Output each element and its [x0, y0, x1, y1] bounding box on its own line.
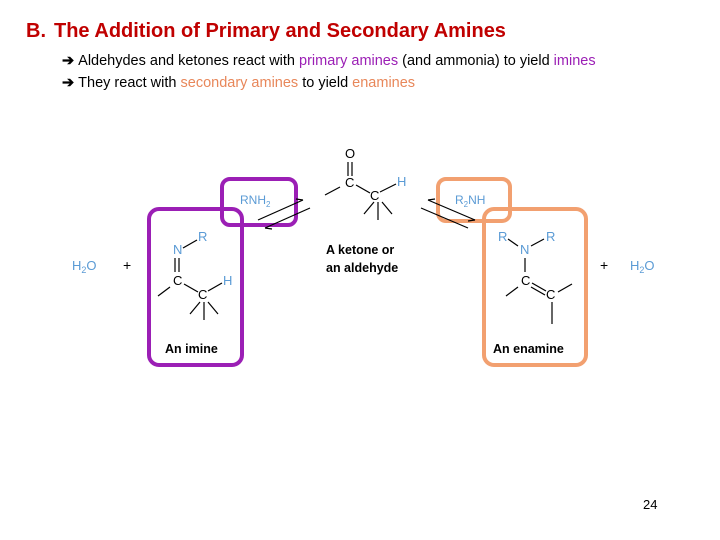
nitrogen-atom: N	[520, 242, 530, 257]
imine-label: An imine	[165, 342, 218, 356]
oxygen-atom: O	[345, 146, 356, 161]
plus-sign: +	[600, 257, 609, 273]
title-text: The Addition of Primary and Secondary Amines	[54, 20, 506, 42]
bullet-text: Aldehydes and ketones react with	[78, 53, 300, 69]
center-label: A ketone or	[326, 243, 395, 257]
arrow-icon: ➔	[62, 53, 75, 69]
center-label: an aldehyde	[326, 261, 399, 275]
imines-highlight: imines	[553, 53, 596, 69]
secondary-amine-reagent: $R_2NH$	[455, 193, 486, 209]
enamine-label: An enamine	[493, 342, 564, 356]
secondary-amines-highlight: secondary amines	[180, 75, 299, 91]
carbon-atom: C	[345, 175, 355, 190]
carbon-atom: C	[370, 188, 380, 203]
carbon-atom: C	[173, 273, 183, 288]
primary-amines-highlight: primary amines	[299, 53, 399, 69]
carbon-atom: C	[198, 287, 208, 302]
arrow-icon: ➔	[62, 75, 75, 91]
bullet-text: They react with	[78, 75, 181, 91]
primary-amine-reagent: $RNH_2$	[240, 193, 271, 209]
enamines-highlight: enamines	[352, 75, 416, 91]
nitrogen-atom: N	[173, 242, 183, 257]
r-group: R	[498, 229, 508, 244]
hydrogen-atom: H	[223, 273, 233, 288]
hydrogen-atom: H	[397, 174, 407, 189]
plus-sign: +	[123, 257, 132, 273]
imine-structure	[158, 229, 232, 320]
r-group: R	[198, 229, 208, 244]
bullet-text: (and ammonia) to yield	[398, 53, 554, 69]
water-left: $H_2O$	[72, 258, 97, 275]
carbon-atom: C	[546, 287, 556, 302]
section-letter: B.	[26, 20, 46, 42]
bullet-text: to yield	[298, 75, 353, 91]
slide-number: 24	[643, 497, 658, 512]
water-right: $H_2O$	[630, 258, 655, 275]
r-group: R	[546, 229, 556, 244]
enamine-structure	[498, 229, 572, 324]
carbon-atom: C	[521, 273, 531, 288]
carbonyl-structure	[325, 146, 406, 220]
